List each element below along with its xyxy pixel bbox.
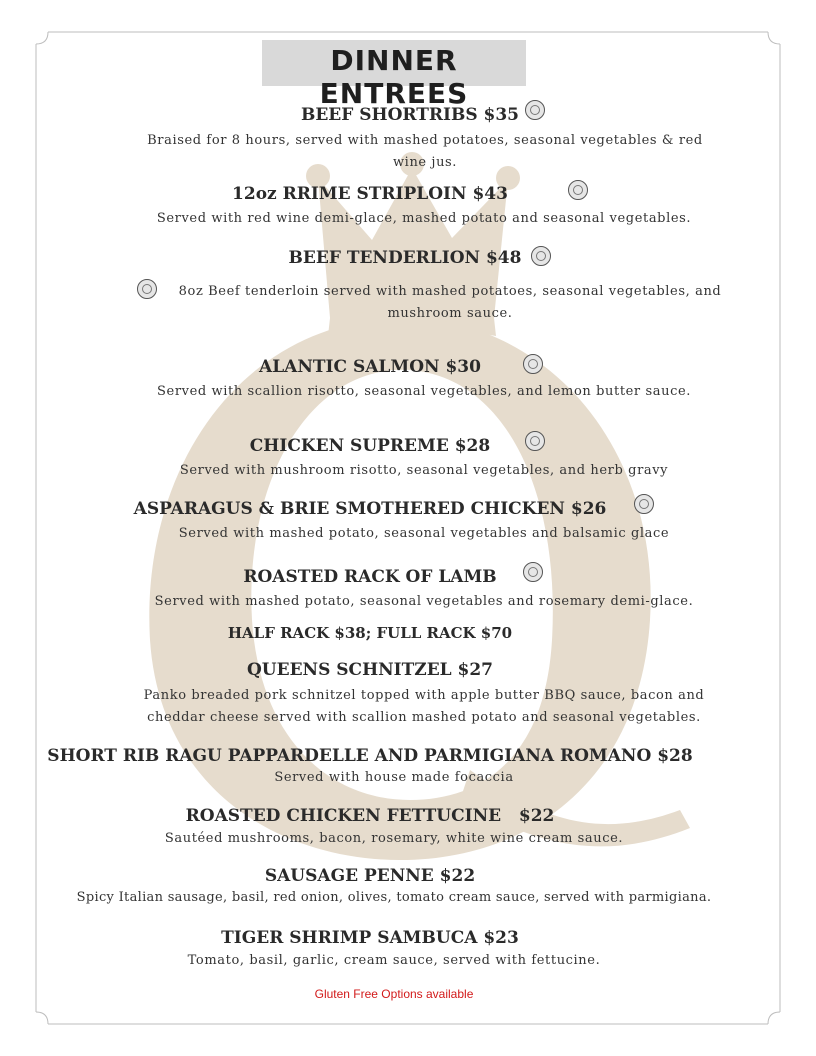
- dish-name: SHORT RIB RAGU PAPPARDELLE AND PARMIGIANA ROMANO $28: [47, 746, 693, 766]
- gluten-free-icon: [523, 562, 543, 582]
- dish-name: ALANTIC SALMON $30: [259, 357, 481, 377]
- dish-name: ROASTED CHICKEN FETTUCINE $22: [185, 806, 555, 826]
- dish-description: Spicy Italian sausage, basil, red onion, olives, tomato cream sauce, served with parmigiana.: [76, 890, 712, 905]
- dish-price-note: HALF RACK $38; FULL RACK $70: [227, 624, 513, 642]
- gluten-free-icon: [568, 180, 588, 200]
- gluten-free-icon: [525, 100, 545, 120]
- gluten-free-icon: [531, 246, 551, 266]
- dish-description: Braised for 8 hours, served with mashed potatoes, seasonal vegetables & red wine jus.: [147, 133, 703, 170]
- dish-name: BEEF SHORTRIBS $35: [300, 105, 520, 125]
- dish-name: TIGER SHRIMP SAMBUCA $23: [221, 928, 519, 948]
- dish-description: Tomato, basil, garlic, cream sauce, served with fettucine.: [187, 953, 601, 968]
- dish-name: CHICKEN SUPREME $28: [249, 436, 491, 456]
- dish-description: Served with scallion risotto, seasonal vegetables, and lemon butter sauce.: [157, 384, 691, 399]
- dish-description: 8oz Beef tenderloin served with mashed potatoes, seasonal vegetables, and mushroom sauce.: [178, 284, 722, 321]
- dish-name: ASPARAGUS & BRIE SMOTHERED CHICKEN $26: [133, 499, 607, 519]
- dish-name: ROASTED RACK OF LAMB: [243, 567, 497, 587]
- dish-name: QUEENS SCHNITZEL $27: [246, 660, 494, 680]
- gluten-free-note: Gluten Free Options available: [314, 987, 474, 1001]
- dish-name: SAUSAGE PENNE $22: [264, 866, 476, 886]
- dish-description: Sautéed mushrooms, bacon, rosemary, white wine cream sauce.: [164, 831, 624, 846]
- page-title: DINNER ENTREES: [319, 44, 469, 110]
- dish-name: 12oz RRIME STRIPLOIN $43: [232, 184, 508, 204]
- gluten-free-icon: [634, 494, 654, 514]
- dish-description: Served with mashed potato, seasonal vegetables and balsamic glace: [178, 526, 670, 541]
- gluten-free-icon: [137, 279, 157, 299]
- dish-description: Served with mushroom risotto, seasonal vegetables, and herb gravy: [179, 463, 669, 478]
- gluten-free-icon: [525, 431, 545, 451]
- dish-description: Served with mashed potato, seasonal vegetables and rosemary demi-glace.: [154, 594, 694, 609]
- dish-description: Panko breaded pork schnitzel topped with apple butter BBQ sauce, bacon and cheddar cheese served with scallion mashed potato and seasonal vegetables.: [143, 688, 705, 725]
- gluten-free-icon: [523, 354, 543, 374]
- dish-name: BEEF TENDERLION $48: [288, 248, 522, 268]
- dish-description: Served with house made focaccia: [274, 770, 514, 785]
- dish-description: Served with red wine demi-glace, mashed potato and seasonal vegetables.: [156, 211, 692, 226]
